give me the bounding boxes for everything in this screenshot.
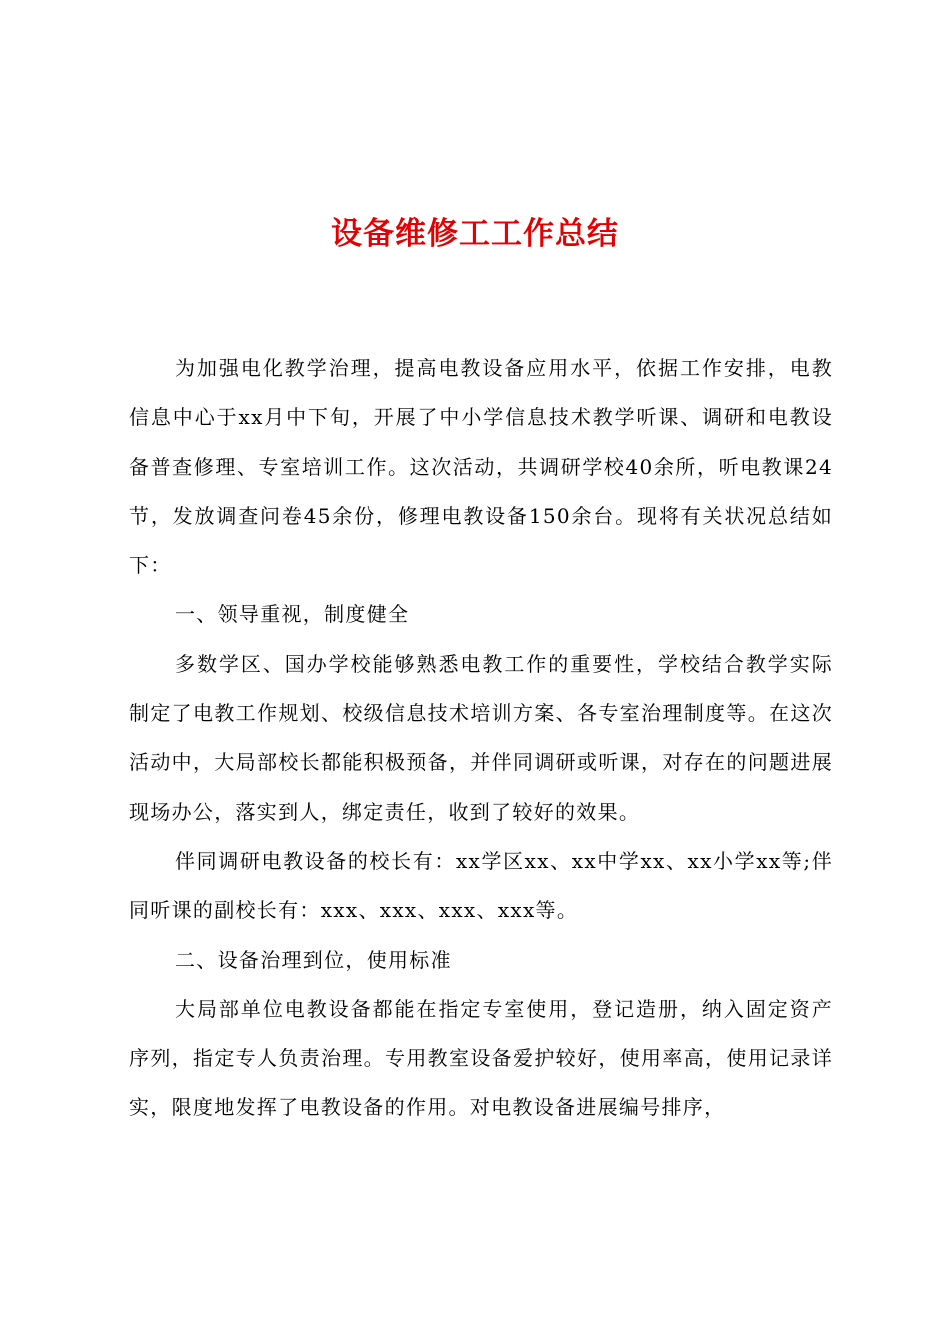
paragraph-equipment: 大局部单位电教设备都能在指定专室使用，登记造册，纳入固定资产序列，指定专人负责治理。专用教室设备爱护较好，使用率高，使用记录详实，限度地发挥了电教设备的作用。对电教设备进展编号排序， (129, 996, 833, 1120)
document-body (129, 344, 833, 1133)
paragraph-leadership: 多数学区、国办学校能够熟悉电教工作的重要性，学校结合教学实际制定了电教工作规划、校级信息技术培训方案、各专室治理制度等。在这次活动中，大局部校长都能积极预备，并伴同调研或听课，对存在的问题进展现场办公，落实到人，绑定责任，收到了较好的效果。 (129, 651, 833, 824)
section-heading-leadership: 一、领导重视，制度健全 (175, 602, 410, 627)
document-title: 设备维修工工作总结 (331, 216, 619, 252)
paragraph-intro: 为加强电化教学治理，提高电教设备应用水平，依据工作安排，电教信息中心于xx月中下旬，开展了中小学信息技术教学听课、调研和电教设备普查修理、专室培训工作。这次活动，共调研学校40余所，听电教课24节，发放调查问卷45余份，修理电教设备150余台。现将有关状况总结如下： (129, 356, 833, 578)
section-heading-equipment: 二、设备治理到位，使用标准 (175, 947, 452, 972)
paragraph-principals: 伴同调研电教设备的校长有：xx学区xx、xx中学xx、xx小学xx等;伴同听课的副校长有：xxx、xxx、xxx、xxx等。 (129, 848, 833, 923)
